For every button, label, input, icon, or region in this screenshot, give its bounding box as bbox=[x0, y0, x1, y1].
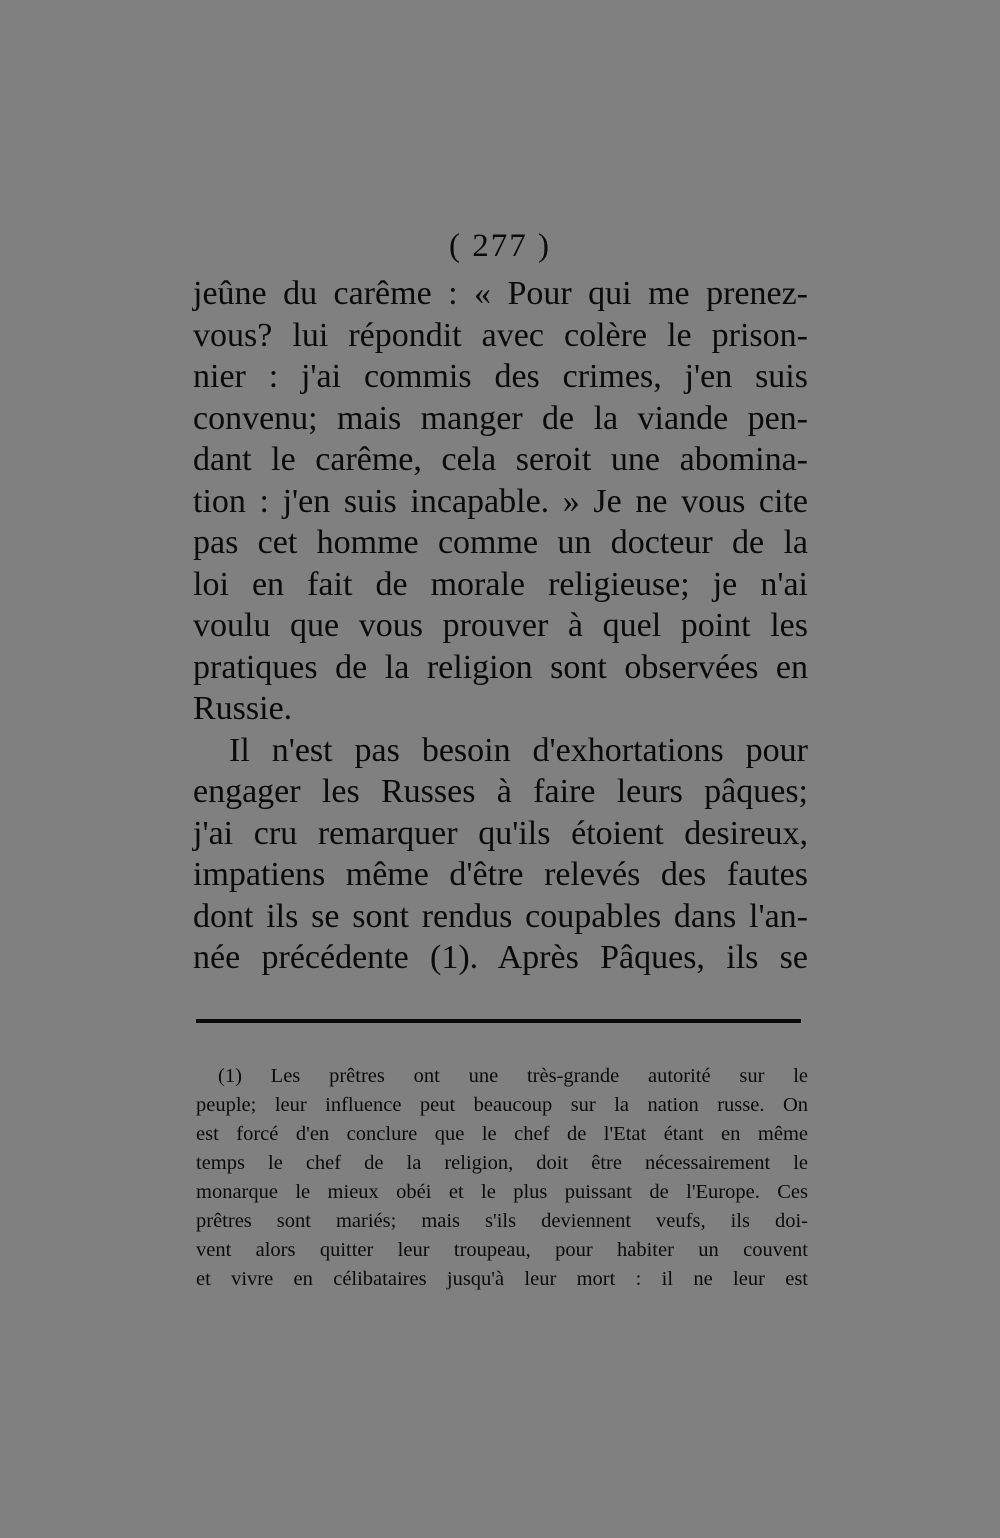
text-line: voulu que vous prouver à quel point les bbox=[193, 607, 808, 644]
text-line: née précédente (1). Après Pâques, ils se bbox=[193, 939, 808, 976]
footnote-line: peuple; leur influence peut beaucoup sur la nation russe. On bbox=[196, 1094, 808, 1116]
text-line: j'ai cru remarquer qu'ils étoient desireux, bbox=[193, 814, 808, 852]
text-line: dant le carême, cela seroit une abomina- bbox=[193, 441, 808, 478]
text-line: pas cet homme comme un docteur de la bbox=[193, 524, 808, 561]
text-line: jeûne du carême : « Pour qui me prenez- bbox=[193, 275, 808, 312]
footnote-line: (1) Les prêtres ont une très-grande autorité sur le bbox=[218, 1065, 808, 1087]
text-line: pratiques de la religion sont observées en bbox=[193, 648, 808, 686]
footnote-line: et vivre en célibataires jusqu'à leur mort : il ne leur est bbox=[196, 1268, 808, 1290]
page-number: ( 277 ) bbox=[449, 228, 551, 264]
text-line: Il n'est pas besoin d'exhortations pour bbox=[229, 731, 808, 769]
footnote-line: est forcé d'en conclure que le chef de l'Etat étant en même bbox=[196, 1123, 808, 1145]
text-line: tion : j'en suis incapable. » Je ne vous cite bbox=[193, 482, 808, 520]
footnote-divider bbox=[196, 1019, 801, 1023]
text-line: nier : j'ai commis des crimes, j'en suis bbox=[193, 358, 808, 395]
text-line: Russie. bbox=[193, 690, 293, 727]
main-text bbox=[193, 273, 808, 979]
text-line: dont ils se sont rendus coupables dans l'an- bbox=[193, 897, 808, 935]
footnote-line: temps le chef de la religion, doit être nécessairement le bbox=[196, 1152, 808, 1174]
text-line: impatiens même d'être relevés des fautes bbox=[193, 856, 808, 893]
footnote-line: vent alors quitter leur troupeau, pour habiter un couvent bbox=[196, 1239, 808, 1261]
text-line: loi en fait de morale religieuse; je n'ai bbox=[193, 565, 808, 603]
text-line: engager les Russes à faire leurs pâques; bbox=[193, 773, 808, 810]
text-line: vous? lui répondit avec colère le prison- bbox=[193, 316, 808, 354]
footnote bbox=[196, 1062, 808, 1294]
footnote-line: prêtres sont mariés; mais s'ils deviennent veufs, ils doi- bbox=[196, 1210, 808, 1232]
text-line: convenu; mais manger de la viande pen- bbox=[193, 399, 808, 437]
footnote-line: monarque le mieux obéi et le plus puissant de l'Europe. Ces bbox=[196, 1181, 808, 1203]
